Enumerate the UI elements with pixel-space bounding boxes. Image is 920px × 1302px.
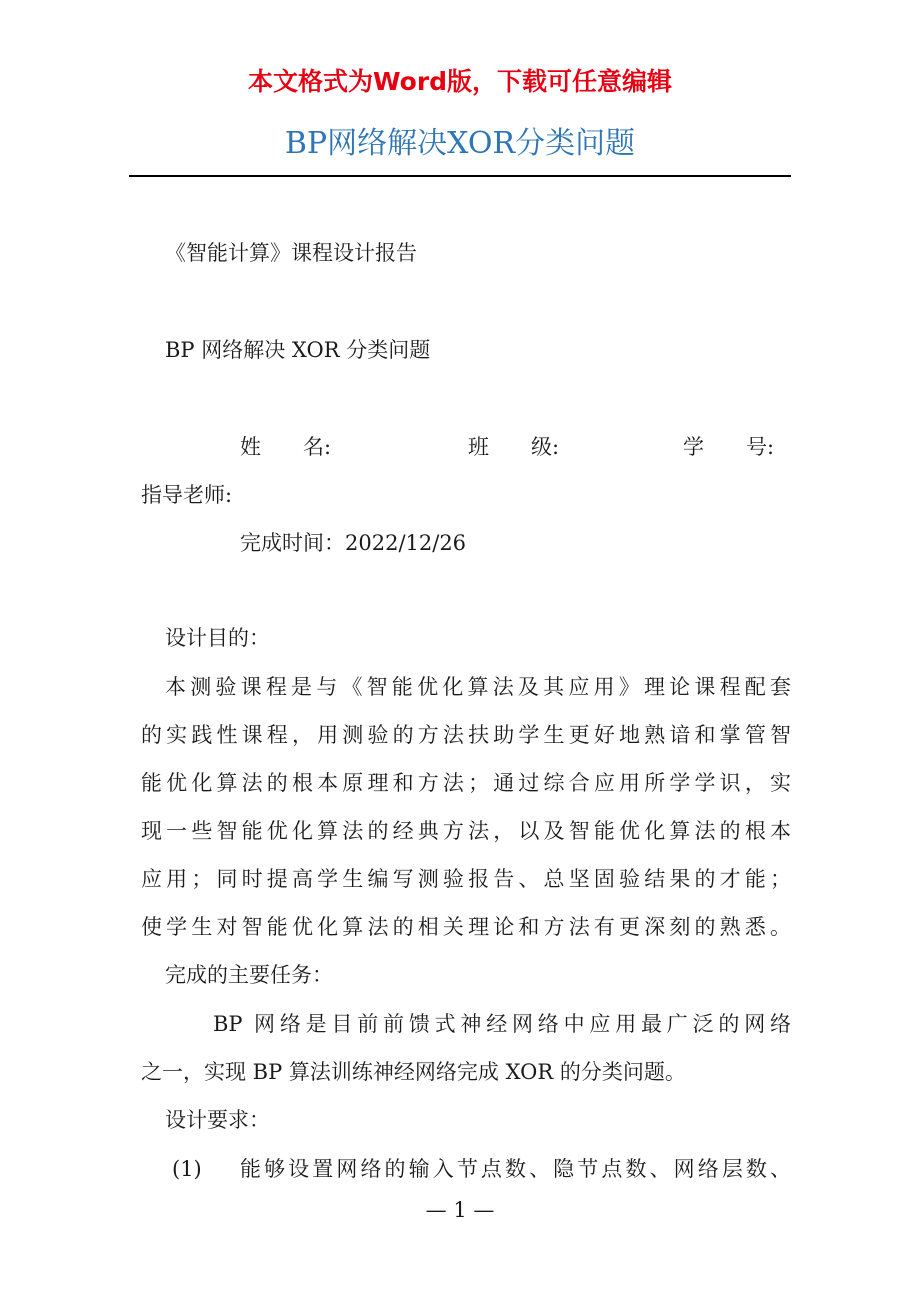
purpose-line: 现一些智能优化算法的经典方法，以及智能优化算法的根本 bbox=[141, 819, 791, 843]
name-label: 姓 名: bbox=[240, 435, 332, 459]
requirement-item-number: (1) bbox=[172, 1157, 202, 1181]
completion-time: 完成时间：2022/12/26 bbox=[240, 531, 467, 555]
class-label: 班 级: bbox=[468, 435, 560, 459]
purpose-line: 的实践性课程，用测验的方法扶助学生更好地熟谙和掌管智 bbox=[141, 723, 791, 747]
tasks-line: BP 网络是目前前馈式神经网络中应用最广泛的网络 bbox=[213, 1012, 791, 1036]
purpose-line: 能优化算法的根本原理和方法；通过综合应用所学学识，实 bbox=[141, 771, 791, 795]
report-header: 《智能计算》课程设计报告 bbox=[165, 241, 417, 265]
purpose-line: 应用；同时提高学生编写测验报告、总坚固验结果的才能； bbox=[141, 867, 791, 891]
document-title: BP网络解决XOR分类问题 bbox=[284, 126, 636, 161]
tasks-line: 之一，实现 BP 算法训练神经网络完成 XOR 的分类问题。 bbox=[141, 1060, 686, 1084]
advisor-label: 指导老师: bbox=[141, 483, 233, 507]
purpose-heading: 设计目的： bbox=[165, 626, 270, 650]
page-number: — 1 — bbox=[425, 1198, 495, 1222]
purpose-line: 使学生对智能优化算法的相关理论和方法有更深刻的熟悉。 bbox=[141, 915, 791, 939]
download-banner: 本文格式为Word版，下载可任意编辑 bbox=[247, 67, 673, 96]
requirement-item-text: 能够设置网络的输入节点数、隐节点数、网络层数、 bbox=[240, 1157, 791, 1181]
report-subtitle: BP 网络解决 XOR 分类问题 bbox=[165, 338, 431, 362]
purpose-line: 本测验课程是与《智能优化算法及其应用》理论课程配套 bbox=[165, 675, 791, 699]
title-divider bbox=[129, 175, 791, 177]
tasks-heading: 完成的主要任务： bbox=[165, 963, 333, 987]
student-id-label: 学 号: bbox=[683, 435, 775, 459]
requirements-heading: 设计要求： bbox=[165, 1108, 270, 1132]
